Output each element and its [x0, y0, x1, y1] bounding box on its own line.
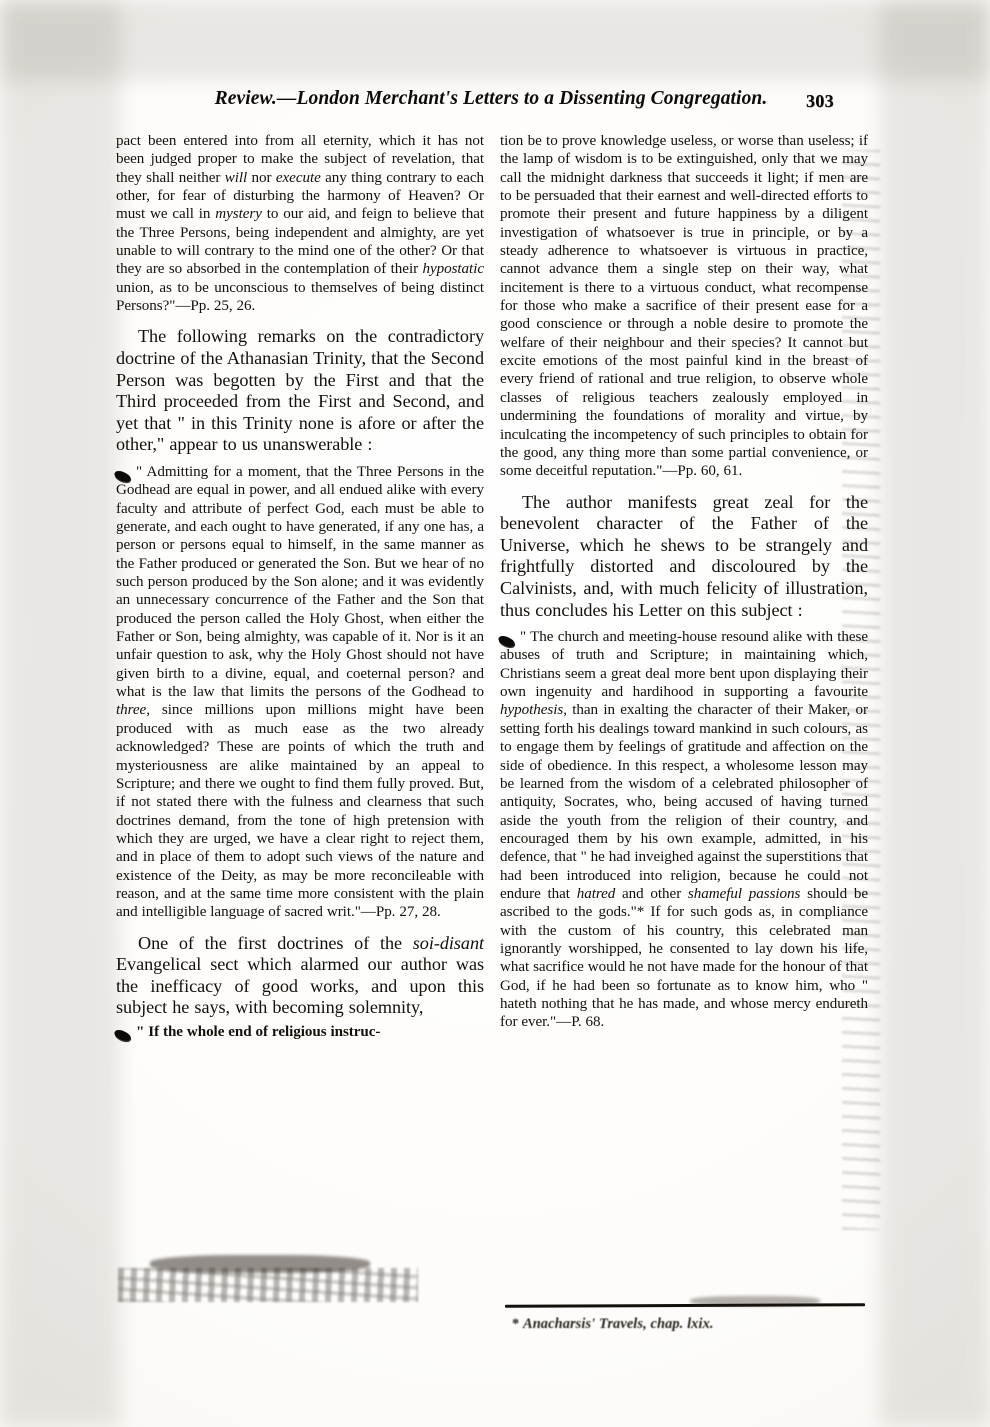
paragraph-extract-church-meeting-house: " The church and meeting-house resound alike with these abuses of truth and Scripture; in maintaining which, Christians seem a great deal more bent upon displaying their own ingenuity and hardihood in supporting a favourite hypothesis, than in exalting the character of their Maker, or setting forth his dealings toward mankind in such colours, as to engage them by feelings of gratitude and affection on the side of obedience. In this respect, a wholesome lesson may be learned from the wisdom of a celebrated philosopher of antiquity, Socrates, who, being accused of having turned aside the youth from the religion of their country, and encouraged them by his own example, admitted, in his defence, that " he had inveighed against the superstitions that had been introduced into religion, because he could not endure that hatred and other shameful passions should be ascribed to the gods."* If for such gods as, in compliance with the custom of his country, this celebrated man ignorantly worshipped, he consented to lay down his life, what sacrifice would he not have made for the honour of that God, if he had been so fortunate as to know him, who " hateth nothing that he has made, and whose mercy endureth for ever."—P. 68. [500, 629, 868, 1031]
quotation-catchline-block [116, 1019, 484, 1049]
paragraph-editorial-benevolent-father: The author manifests great zeal for the benevolent character of the Father of the Universe, which he shews to be strangely and frightfully distorted and discoloured by the Calvinists, and, with much felicity of illustration, thus concludes his Letter on this subject : [500, 491, 868, 620]
paragraph-spacer [500, 621, 868, 628]
paragraph-spacer [116, 315, 484, 326]
paragraph-spacer [116, 922, 484, 933]
paragraph-editorial-soi-disant: One of the first doctrines of the soi-disant Evangelical sect which alarmed our author was the inefficacy of good works, and upon this subject he says, with becoming solemnity, [116, 932, 484, 1018]
top-edge-shading [0, 0, 990, 80]
paragraph-extract-continued-left: pact been entered into from all eternity, which it has not been judged proper to make the subject of revelation, that they shall neither will nor execute any thing contrary to each other, for fear of disturbing the harmony of Heaven? Or must we call in mystery to our aid, and feign to believe that the Three Persons, being independent and almighty, are yet unable to will contrary to the mind one of the other? Or that they are so absorbed in the contemplation of their hypostatic union, as to be unconscious to themselves of being distinct Persons?"—Pp. 25, 26. [116, 133, 484, 315]
footnote [512, 1316, 882, 1333]
running-head [0, 88, 990, 122]
column-left [116, 132, 484, 1049]
footnote-separator-rule [505, 1303, 865, 1308]
ink-bleed-bottom-left [118, 1268, 418, 1302]
quotation-block-church [500, 628, 868, 1032]
paragraph-spacer [500, 481, 868, 492]
footnote-text: Anacharsis' Travels, chap. lxix. [523, 1316, 714, 1332]
ink-bleed-smear [150, 1255, 370, 1273]
paragraph-extract-catchline: " If the whole end of religious instruc- [136, 1023, 381, 1040]
footnote-marker: * [512, 1316, 520, 1332]
paragraph-spacer [116, 456, 484, 463]
quotation-block-admitting [116, 463, 484, 922]
column-right [500, 132, 868, 1032]
paragraph-editorial-trinity-remarks: The following remarks on the contradictory doctrine of the Athanasian Trinity, that the Second Person was begotten by the First and that the Third proceeded from the First and Second, and yet that " in this Trinity none is afore or after the other," appear to us unanswerable : [116, 326, 484, 455]
paragraph-extract-continued-right: tion be to prove knowledge useless, or worse than useless; if the lamp of wisdom is to be extinguished, only that we may call the midnight darkness that succeeds it light; if men are to be persuaded that their earnest and well-directed efforts to promote their present and future happiness by a diligent investigation of whatsoever is true in principle, or by a steady adherence to whatsoever is virtuous in practice, cannot advance them a single step on their way, what incitement is there to a virtuous conduct, what recompense for those who make a sacrifice of their present ease for a good conscience or through a noble desire to promote the welfare of their neighbour and their species? It cannot but excite emotions of the most painful kind in the breast of every friend of rational and true religion, to observe whole classes of religious teachers zealously employed in undermining the foundations of morality and virtue, by inculcating the incompetency of such principles to obtain for the good, any thing more than some partial convenience, or some deceitful reputation."—Pp. 60, 61. [500, 133, 868, 480]
paragraph-extract-admitting: " Admitting for a moment, that the Three Persons in the Godhead are equal in power, and all endued alike with every faculty and attribute of perfect God, each must be able to generate, and each ought to have generated, if any one has, a person or persons equal to himself, in the same manner as the Father produced or generated the Son. But we hear of no such person produced by the Son alone; and it was evidently an unnecessary concurrence of the Father and the Son that produced the person called the Holy Ghost, when either the Father or Son, being almighty, was capable of it. Nor is it an unfair question to ask, why the Holy Ghost should not have given birth to a divine, equal, and coeternal person? and what is the law that limits the persons of the Godhead to three, since millions upon millions might have been produced with as much ease as the two already acknowledged? These are points of which the truth and mysteriousness are alike maintained by an appeal to Scripture; and there we ought to find them fully proved. But, if not stated there with the fulness and clearness that such doctrines demand, from the tone of high pretension with which they are urged, we have a clear right to reject them, and in place of them to adopt such views of the nature and existence of the Deity, as may be more reconcileable with reason, and at the same time more consistent with the plain and intelligible language of sacred writ."—Pp. 27, 28. [116, 464, 484, 921]
right-edge-shading [880, 0, 990, 1427]
running-head-title: Review.—London Merchant's Letters to a Dissenting Congregation. [214, 88, 768, 109]
left-edge-shading [0, 0, 120, 1427]
page-number: 303 [806, 91, 834, 111]
